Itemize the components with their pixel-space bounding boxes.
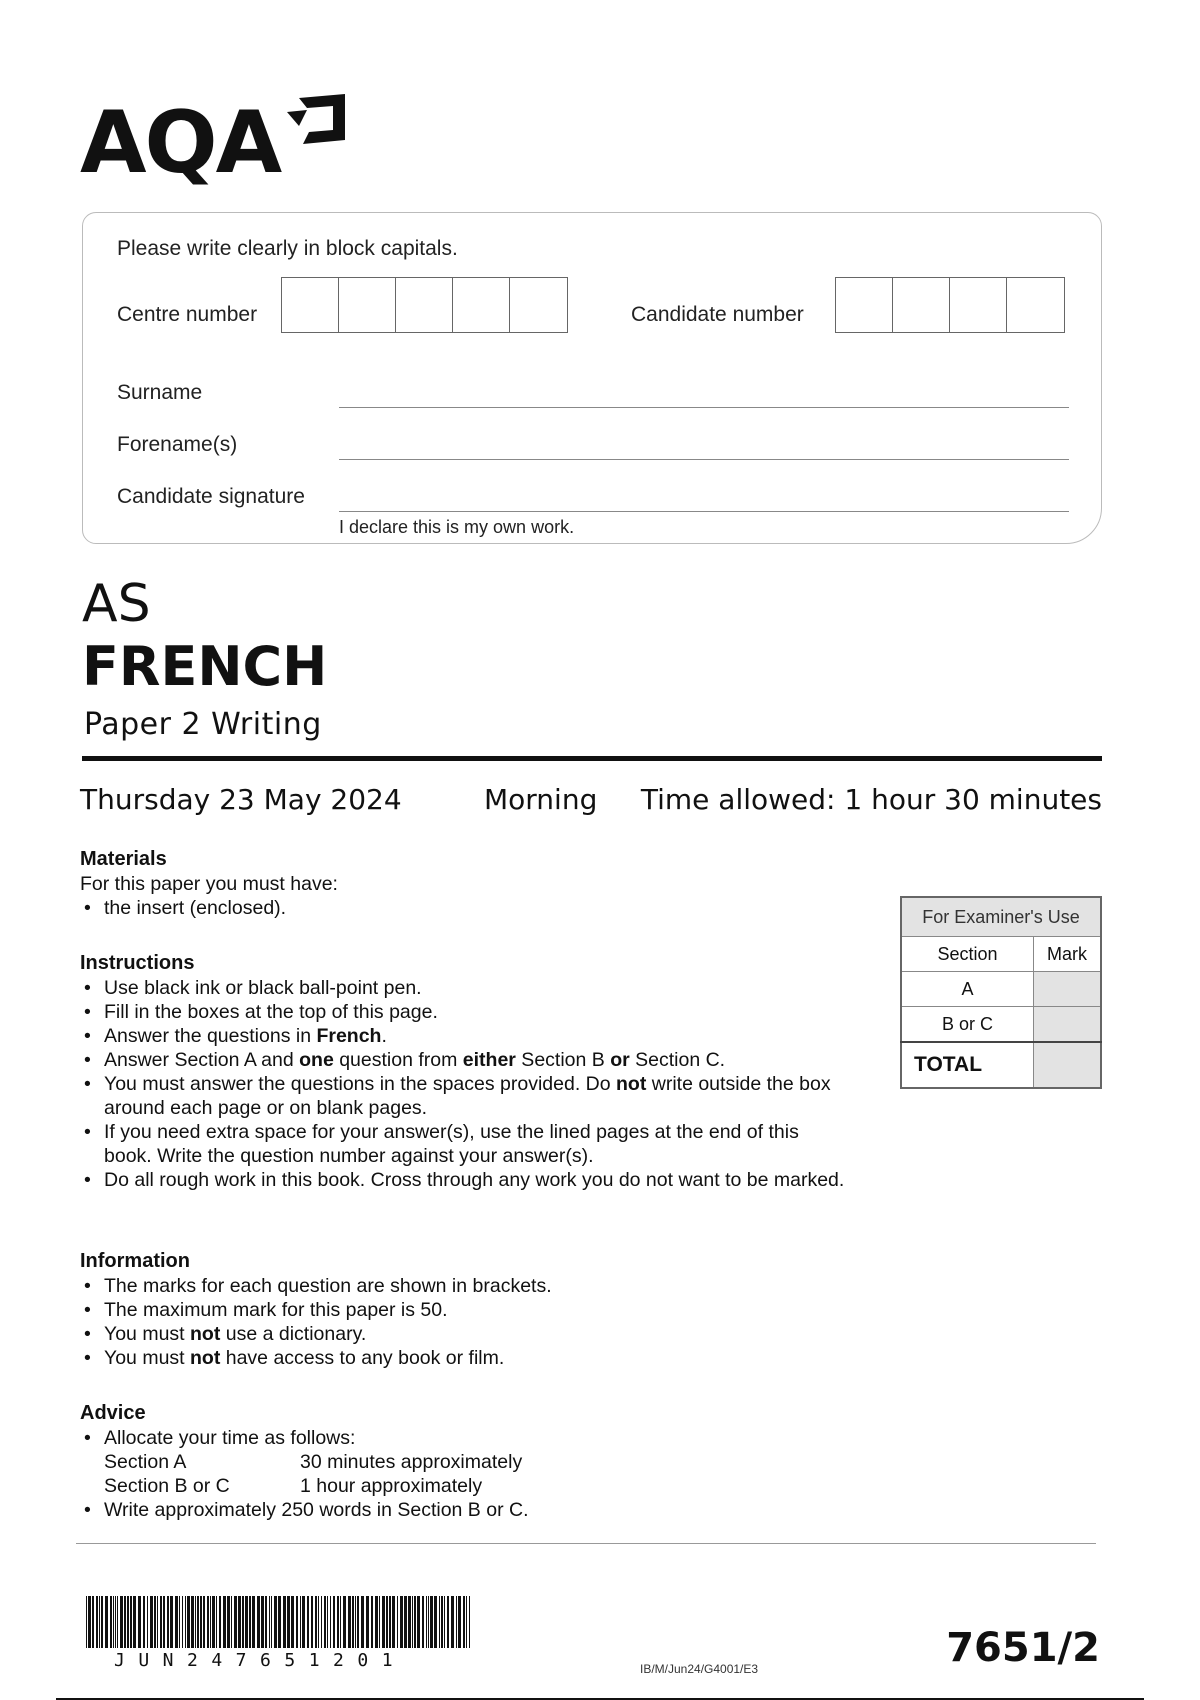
barcode-bar	[227, 1596, 230, 1648]
barcode-bar	[422, 1596, 424, 1648]
barcode-bar	[88, 1596, 91, 1648]
barcode-bar	[191, 1596, 194, 1648]
exam-date: Thursday 23 May 2024	[80, 783, 402, 816]
examiner-use-table	[900, 896, 1102, 1089]
materials-list	[80, 896, 850, 920]
mark-cell	[1034, 972, 1101, 1007]
candidate-number-boxes[interactable]	[835, 277, 1065, 333]
emphasis: not	[616, 1073, 647, 1095]
centre-number-boxes[interactable]	[281, 277, 568, 333]
barcode-bar	[278, 1596, 281, 1648]
forenames-label: Forename(s)	[117, 433, 238, 456]
barcode-bar	[234, 1596, 237, 1648]
aqa-flag-mark-icon	[285, 92, 347, 150]
emphasis: or	[610, 1049, 630, 1071]
aqa-logo	[80, 88, 360, 193]
section-column-header: Section	[901, 937, 1034, 972]
text: Section C.	[629, 1049, 726, 1071]
emphasis: either	[462, 1049, 516, 1071]
barcode-bar	[379, 1596, 380, 1648]
barcode-bar	[337, 1596, 339, 1648]
centre-digit-box[interactable]	[339, 278, 396, 332]
barcode-bar	[207, 1596, 209, 1648]
section-name: Section B or C	[104, 1475, 230, 1497]
barcode-bar	[382, 1596, 385, 1648]
barcode-bar	[185, 1596, 186, 1648]
list-item: • the insert (enclosed).	[80, 896, 850, 920]
advice-time-row	[104, 1474, 850, 1498]
surname-label: Surname	[117, 381, 203, 404]
emphasis: not	[190, 1323, 221, 1345]
text: Answer Section A and	[104, 1049, 300, 1071]
information-heading: Information	[80, 1250, 190, 1272]
barcode-bar	[143, 1596, 145, 1648]
barcode-bar	[375, 1596, 378, 1648]
text: You must	[104, 1323, 190, 1345]
barcode-bar	[321, 1596, 322, 1648]
barcode-bar	[212, 1596, 215, 1648]
declaration-text: I declare this is my own work.	[339, 517, 575, 537]
section-time: 1 hour approximately	[300, 1475, 483, 1497]
barcode-bar	[428, 1596, 429, 1648]
barcode-bar	[456, 1596, 457, 1648]
title-divider	[82, 756, 1102, 761]
total-cell	[1034, 1042, 1101, 1088]
text: question from	[333, 1049, 463, 1071]
barcode-bar	[96, 1596, 98, 1648]
section-name: Section A	[104, 1451, 187, 1473]
barcode-bar	[463, 1596, 465, 1648]
centre-digit-box[interactable]	[510, 278, 567, 332]
barcode-bar	[324, 1596, 326, 1648]
barcode-bar	[397, 1596, 398, 1648]
centre-digit-box[interactable]	[453, 278, 510, 332]
instructions-list	[80, 976, 850, 1192]
barcode-bar	[231, 1596, 232, 1648]
barcode-bar	[150, 1596, 153, 1648]
barcode-bar	[355, 1596, 356, 1648]
barcode-bar	[412, 1596, 413, 1648]
barcode-bar	[219, 1596, 221, 1648]
barcode-bar	[302, 1596, 305, 1648]
barcode-bar	[366, 1596, 369, 1648]
barcode-bar	[458, 1596, 461, 1648]
barcode-bar	[404, 1596, 407, 1648]
barcode-bar	[348, 1596, 351, 1648]
barcode-bar	[167, 1596, 169, 1648]
barcode-bar	[343, 1596, 346, 1648]
text: Section B	[515, 1049, 611, 1071]
forenames-line[interactable]	[339, 459, 1069, 460]
text: use a dictionary.	[220, 1323, 367, 1345]
list-item	[80, 1346, 850, 1370]
barcode-bar	[110, 1596, 112, 1648]
surname-line[interactable]	[339, 407, 1069, 408]
list-item: • Use black ink or black ball-point pen.	[80, 976, 850, 1000]
emphasis: one	[299, 1049, 334, 1071]
barcode-bar	[414, 1596, 416, 1648]
barcode-bar	[352, 1596, 354, 1648]
barcode-bar	[447, 1596, 449, 1648]
signature-line[interactable]	[339, 511, 1069, 512]
barcode-bar	[300, 1596, 301, 1648]
barcode-bar	[117, 1596, 118, 1648]
text: have access to any book or film.	[220, 1347, 505, 1369]
barcode-bar	[274, 1596, 277, 1648]
barcode-bar	[120, 1596, 123, 1648]
barcode-bar	[307, 1596, 309, 1648]
emphasis: French	[316, 1025, 382, 1047]
barcode-bar	[430, 1596, 433, 1648]
barcode-bar	[340, 1596, 341, 1648]
paper-code: 7651/2	[946, 1625, 1100, 1671]
barcode-bar	[291, 1596, 294, 1648]
list-item: • The maximum mark for this paper is 50.	[80, 1298, 850, 1322]
candidate-number-label: Candidate number	[631, 303, 804, 326]
barcode-bar	[386, 1596, 388, 1648]
barcode-bar	[271, 1596, 272, 1648]
instructions-heading: Instructions	[80, 952, 195, 974]
signature-label: Candidate signature	[117, 485, 305, 508]
examiner-table-header: For Examiner's Use	[901, 897, 1101, 937]
barcode-bar	[327, 1596, 328, 1648]
barcode-bar	[318, 1596, 319, 1648]
barcode-bar	[216, 1596, 217, 1648]
barcode-bar	[439, 1596, 440, 1648]
barcode-bar	[179, 1596, 180, 1648]
barcode-bar	[133, 1596, 136, 1648]
document-reference: IB/M/Jun24/G4001/E3	[640, 1662, 759, 1676]
barcode-bar	[357, 1596, 359, 1648]
list-item: • The marks for each question are shown in brackets.	[80, 1274, 850, 1298]
barcode-bar	[92, 1596, 94, 1648]
barcode-bar	[417, 1596, 420, 1648]
materials-heading: Materials	[80, 848, 167, 870]
barcode-bar	[311, 1596, 313, 1648]
list-item: • If you need extra space for your answer(s), use the lined pages at the end of this book. Write the question number against your answer(s).	[80, 1120, 850, 1168]
barcode-bar	[245, 1596, 248, 1648]
barcode-bar	[333, 1596, 335, 1648]
barcode-bar	[261, 1596, 264, 1648]
barcode-bar	[444, 1596, 445, 1648]
subject-title: FRENCH	[82, 635, 328, 698]
list-item: • Do all rough work in this book. Cross through any work you do not want to be marked.	[80, 1168, 850, 1192]
barcode-bar	[257, 1596, 260, 1648]
barcode-bar	[154, 1596, 156, 1648]
advice-time-row	[104, 1450, 850, 1474]
list-item	[80, 1048, 850, 1072]
advice-list	[80, 1426, 850, 1522]
barcode-bar	[175, 1596, 178, 1648]
barcode-bar	[434, 1596, 437, 1648]
barcode-bar	[315, 1596, 317, 1648]
candidate-digit-box[interactable]	[950, 278, 1007, 332]
paper-title: Paper 2 Writing	[84, 707, 322, 742]
barcode-bar	[195, 1596, 196, 1648]
candidate-digit-box[interactable]	[893, 278, 950, 332]
barcode-bar	[127, 1596, 129, 1648]
barcode-bar	[238, 1596, 241, 1648]
barcode-bar	[147, 1596, 148, 1648]
text: You must	[104, 1347, 190, 1369]
barcode-bar	[389, 1596, 391, 1648]
barcode-bar	[392, 1596, 395, 1648]
barcode-bar	[249, 1596, 251, 1648]
barcode-bar	[115, 1596, 116, 1648]
text: Answer the questions in	[104, 1025, 317, 1047]
barcode-bar	[124, 1596, 126, 1648]
logo-text: AQA	[80, 93, 281, 193]
exam-session: Morning	[484, 783, 598, 816]
footer-divider	[76, 1543, 1096, 1544]
list-item: • Write approximately 250 words in Section B or C.	[80, 1498, 850, 1522]
barcode-bar	[252, 1596, 255, 1648]
information-list	[80, 1274, 850, 1370]
emphasis: not	[190, 1347, 221, 1369]
barcode-bar	[408, 1596, 411, 1648]
barcode-bar	[187, 1596, 190, 1648]
list-item	[80, 1024, 850, 1048]
mark-cell	[1034, 1007, 1101, 1043]
time-allowed: Time allowed: 1 hour 30 minutes	[640, 783, 1102, 816]
barcode-bar	[105, 1596, 108, 1648]
barcode-bar	[287, 1596, 290, 1648]
section-cell: A	[901, 972, 1034, 1007]
barcode-bar	[170, 1596, 173, 1648]
barcode-bar	[242, 1596, 244, 1648]
candidate-details-box	[82, 212, 1102, 544]
barcode-bar	[223, 1596, 226, 1648]
total-label: TOTAL	[901, 1042, 1034, 1088]
barcode-bar	[283, 1596, 286, 1648]
barcode-bar	[466, 1596, 467, 1648]
barcode-bar	[210, 1596, 211, 1648]
barcode-icon	[86, 1596, 470, 1648]
barcode-bar	[160, 1596, 162, 1648]
list-item	[80, 1072, 850, 1120]
barcode-bar	[361, 1596, 364, 1648]
list-item: • Fill in the boxes at the top of this page.	[80, 1000, 850, 1024]
barcode-bar	[200, 1596, 202, 1648]
barcode-bar	[130, 1596, 132, 1648]
barcode-bar	[296, 1596, 298, 1648]
barcode-bar	[157, 1596, 158, 1648]
barcode-bar	[113, 1596, 114, 1648]
barcode-bar	[265, 1596, 267, 1648]
mark-column-header: Mark	[1034, 937, 1101, 972]
barcode-bar	[451, 1596, 454, 1648]
candidate-digit-box[interactable]	[836, 278, 893, 332]
text: .	[381, 1025, 387, 1047]
barcode-bar	[203, 1596, 205, 1648]
text: You must answer the questions in the spaces provided. Do	[104, 1073, 616, 1095]
barcode-bar	[469, 1596, 470, 1648]
text: • Allocate your time as follows:	[104, 1427, 356, 1449]
list-item	[80, 1426, 850, 1498]
barcode-bar	[330, 1596, 331, 1648]
qualification-level: AS	[82, 574, 151, 634]
barcode-bar	[400, 1596, 403, 1648]
candidate-digit-box[interactable]	[1007, 278, 1064, 332]
barcode-bar	[197, 1596, 199, 1648]
list-item	[80, 1322, 850, 1346]
centre-digit-box[interactable]	[396, 278, 453, 332]
block-capitals-instruction: Please write clearly in block capitals.	[117, 237, 458, 260]
section-cell: B or C	[901, 1007, 1034, 1043]
barcode-bar	[101, 1596, 103, 1648]
barcode-bar	[426, 1596, 427, 1648]
barcode-bar	[371, 1596, 373, 1648]
barcode-bar	[182, 1596, 183, 1648]
barcode-bar	[86, 1596, 87, 1648]
materials-intro: For this paper you must have:	[80, 873, 338, 895]
barcode-text: JUN247651201	[114, 1650, 407, 1671]
barcode-bar	[441, 1596, 443, 1648]
centre-number-label: Centre number	[117, 303, 258, 326]
advice-heading: Advice	[80, 1402, 146, 1424]
barcode-bar	[269, 1596, 270, 1648]
barcode-bar	[138, 1596, 141, 1648]
text: write outside the box around each page or on blank pages.	[104, 1073, 831, 1119]
section-time: 30 minutes approximately	[300, 1451, 523, 1473]
barcode-bar	[99, 1596, 100, 1648]
barcode-bar	[163, 1596, 165, 1648]
centre-digit-box[interactable]	[282, 278, 339, 332]
